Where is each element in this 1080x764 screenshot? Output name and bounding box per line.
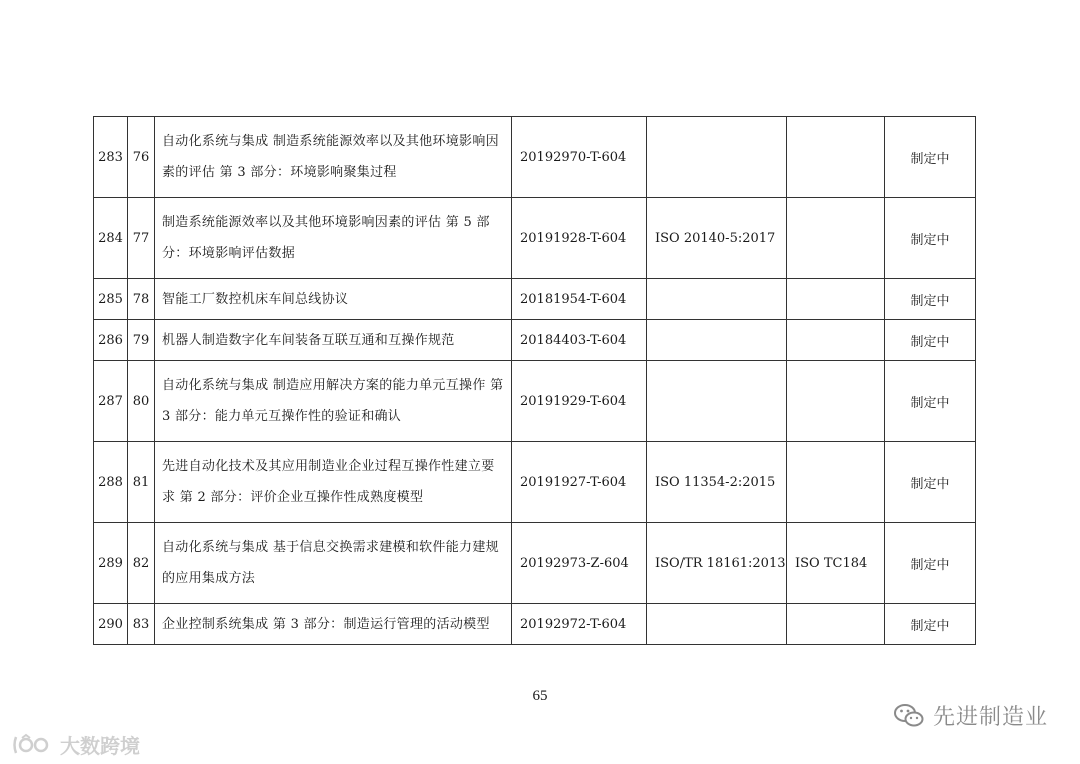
status: 制定中 bbox=[885, 198, 976, 279]
status: 制定中 bbox=[885, 320, 976, 361]
standard-name: 自动化系统与集成 制造应用解决方案的能力单元互操作 第 3 部分：能力单元互操作性的验证和确认 bbox=[155, 361, 512, 442]
watermark-right bbox=[893, 700, 1048, 731]
plan-number: 20191927-T-604 bbox=[512, 442, 647, 523]
intl-standard bbox=[647, 361, 787, 442]
sub-number: 76 bbox=[128, 117, 155, 198]
plan-number: 20191928-T-604 bbox=[512, 198, 647, 279]
plan-number: 20191929-T-604 bbox=[512, 361, 647, 442]
standard-name: 先进自动化技术及其应用制造业企业过程互操作性建立要求 第 2 部分：评价企业互操作性成熟度模型 bbox=[155, 442, 512, 523]
standard-name: 自动化系统与集成 基于信息交换需求建模和软件能力建规的应用集成方法 bbox=[155, 523, 512, 604]
table-row bbox=[94, 117, 976, 198]
table-row bbox=[94, 279, 976, 320]
intl-org bbox=[787, 320, 885, 361]
sub-number: 77 bbox=[128, 198, 155, 279]
intl-org bbox=[787, 361, 885, 442]
plan-number: 20192973-Z-604 bbox=[512, 523, 647, 604]
watermark-left bbox=[12, 730, 140, 759]
row-number: 284 bbox=[94, 198, 128, 279]
sub-number: 81 bbox=[128, 442, 155, 523]
intl-org: ISO TC184 bbox=[787, 523, 885, 604]
row-number: 285 bbox=[94, 279, 128, 320]
plan-number: 20192970-T-604 bbox=[512, 117, 647, 198]
intl-standard bbox=[647, 320, 787, 361]
sub-number: 78 bbox=[128, 279, 155, 320]
intl-standard bbox=[647, 117, 787, 198]
sub-number: 83 bbox=[128, 604, 155, 645]
intl-standard: ISO 11354-2:2015 bbox=[647, 442, 787, 523]
intl-standard bbox=[647, 604, 787, 645]
plan-number: 20192972-T-604 bbox=[512, 604, 647, 645]
standard-name: 企业控制系统集成 第 3 部分：制造运行管理的活动模型 bbox=[155, 604, 512, 645]
row-number: 290 bbox=[94, 604, 128, 645]
intl-org bbox=[787, 279, 885, 320]
row-number: 288 bbox=[94, 442, 128, 523]
plan-number: 20181954-T-604 bbox=[512, 279, 647, 320]
sub-number: 80 bbox=[128, 361, 155, 442]
intl-org bbox=[787, 442, 885, 523]
table-row bbox=[94, 523, 976, 604]
brand-logo-icon bbox=[12, 733, 56, 757]
plan-number: 20184403-T-604 bbox=[512, 320, 647, 361]
standard-name: 制造系统能源效率以及其他环境影响因素的评估 第 5 部分：环境影响评估数据 bbox=[155, 198, 512, 279]
table-row bbox=[94, 604, 976, 645]
table-row bbox=[94, 442, 976, 523]
table-row bbox=[94, 320, 976, 361]
table-row bbox=[94, 361, 976, 442]
intl-org bbox=[787, 604, 885, 645]
row-number: 286 bbox=[94, 320, 128, 361]
intl-standard: ISO 20140-5:2017 bbox=[647, 198, 787, 279]
wechat-icon bbox=[893, 702, 925, 730]
table-row bbox=[94, 198, 976, 279]
watermark-text: 大数跨境 bbox=[60, 734, 140, 758]
sub-number: 82 bbox=[128, 523, 155, 604]
intl-standard bbox=[647, 279, 787, 320]
status: 制定中 bbox=[885, 361, 976, 442]
row-number: 283 bbox=[94, 117, 128, 198]
sub-number: 79 bbox=[128, 320, 155, 361]
status: 制定中 bbox=[885, 523, 976, 604]
standard-name: 智能工厂数控机床车间总线协议 bbox=[155, 279, 512, 320]
status: 制定中 bbox=[885, 117, 976, 198]
row-number: 289 bbox=[94, 523, 128, 604]
status: 制定中 bbox=[885, 604, 976, 645]
intl-org bbox=[787, 117, 885, 198]
watermark-text: 先进制造业 bbox=[932, 705, 1048, 730]
standards-table bbox=[93, 116, 976, 645]
page-number: 65 bbox=[532, 688, 548, 704]
row-number: 287 bbox=[94, 361, 128, 442]
intl-org bbox=[787, 198, 885, 279]
status: 制定中 bbox=[885, 279, 976, 320]
status: 制定中 bbox=[885, 442, 976, 523]
standard-name: 自动化系统与集成 制造系统能源效率以及其他环境影响因素的评估 第 3 部分：环境影响聚集过程 bbox=[155, 117, 512, 198]
intl-standard: ISO/TR 18161:2013 bbox=[647, 523, 787, 604]
standard-name: 机器人制造数字化车间装备互联互通和互操作规范 bbox=[155, 320, 512, 361]
